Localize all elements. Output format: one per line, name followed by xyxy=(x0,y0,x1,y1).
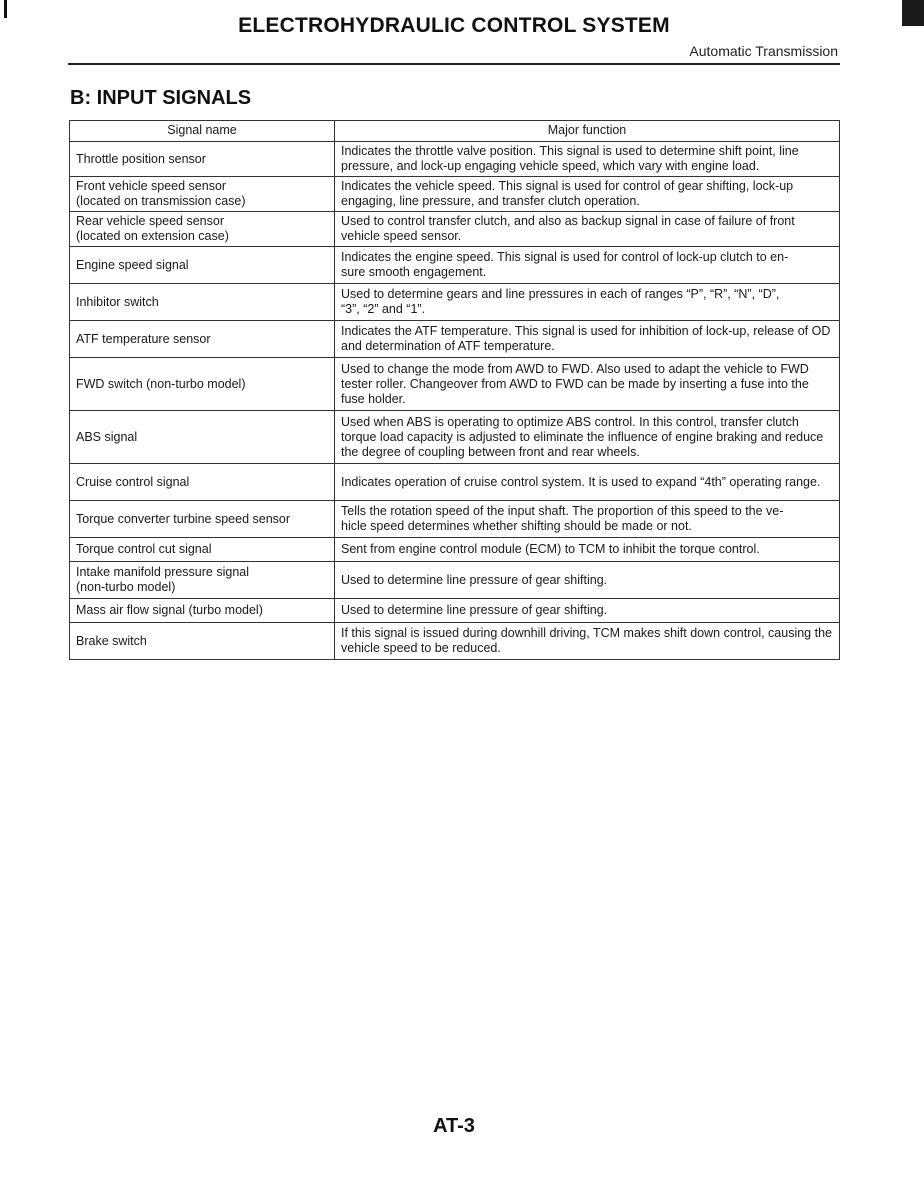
table-row xyxy=(70,358,840,411)
section-heading: B: INPUT SIGNALS xyxy=(70,87,252,109)
signal-name-cell: Inhibitor switch xyxy=(70,284,335,321)
signal-name-cell: Front vehicle speed sensor (located on transmission case) xyxy=(70,177,335,212)
table-row xyxy=(70,247,840,284)
signal-name-cell: Rear vehicle speed sensor (located on extension case) xyxy=(70,212,335,247)
major-function-cell: Used to determine line pressure of gear shifting. xyxy=(335,599,840,623)
signal-name-cell: FWD switch (non-turbo model) xyxy=(70,358,335,411)
signal-name-cell: Intake manifold pressure signal (non-turbo model) xyxy=(70,562,335,599)
column-header-signal-name: Signal name xyxy=(70,121,335,142)
signal-name-cell: Brake switch xyxy=(70,623,335,660)
signal-name-cell: Torque control cut signal xyxy=(70,538,335,562)
table-row xyxy=(70,142,840,177)
signal-name-cell: Throttle position sensor xyxy=(70,142,335,177)
table-row xyxy=(70,623,840,660)
column-header-major-function: Major function xyxy=(335,121,840,142)
major-function-cell: Used to determine gears and line pressures in each of ranges “P”, “R”, “N”, “D”, “3”, “2” and “1”. xyxy=(335,284,840,321)
major-function-cell: Indicates operation of cruise control system. It is used to expand “4th” operating range. xyxy=(335,464,840,501)
table-row xyxy=(70,562,840,599)
major-function-cell: Indicates the vehicle speed. This signal is used for control of gear shifting, lock-up engaging, line pressure, and transfer clutch operation. xyxy=(335,177,840,212)
signal-name-cell: Mass air flow signal (turbo model) xyxy=(70,599,335,623)
major-function-cell: Indicates the throttle valve position. This signal is used to determine shift point, line pressure, and lock-up engaging vehicle speed, which vary with engine load. xyxy=(335,142,840,177)
table-row xyxy=(70,411,840,464)
major-function-cell: Used to determine line pressure of gear shifting. xyxy=(335,562,840,599)
table-row xyxy=(70,177,840,212)
major-function-cell: Used to control transfer clutch, and also as backup signal in case of failure of front vehicle speed sensor. xyxy=(335,212,840,247)
table-row xyxy=(70,501,840,538)
major-function-cell: Sent from engine control module (ECM) to TCM to inhibit the torque control. xyxy=(335,538,840,562)
signal-name-cell: ABS signal xyxy=(70,411,335,464)
table-row xyxy=(70,284,840,321)
page-number: AT-3 xyxy=(433,1115,475,1137)
signal-name-cell: Torque converter turbine speed sensor xyxy=(70,501,335,538)
signal-name-cell: ATF temperature sensor xyxy=(70,321,335,358)
major-function-cell: Tells the rotation speed of the input shaft. The proportion of this speed to the ve- hicle speed determines whether shifting should be made or not. xyxy=(335,501,840,538)
major-function-cell: If this signal is issued during downhill driving, TCM makes shift down control, causing the vehicle speed to be reduced. xyxy=(335,623,840,660)
table-row xyxy=(70,464,840,501)
major-function-cell: Indicates the ATF temperature. This signal is used for inhibition of lock-up, release of OD and determination of ATF temperature. xyxy=(335,321,840,358)
signal-name-cell: Engine speed signal xyxy=(70,247,335,284)
major-function-cell: Indicates the engine speed. This signal is used for control of lock-up clutch to en- sure smooth engagement. xyxy=(335,247,840,284)
input-signals-table xyxy=(69,120,840,660)
table-header-row xyxy=(70,121,840,142)
page-subtitle: Automatic Transmission xyxy=(689,43,838,59)
table-row xyxy=(70,538,840,562)
table-row xyxy=(70,321,840,358)
page-title: ELECTROHYDRAULIC CONTROL SYSTEM xyxy=(238,14,670,37)
table-body xyxy=(70,142,840,660)
major-function-cell: Used when ABS is operating to optimize ABS control. In this control, transfer clutch torque load capacity is adjusted to eliminate the influence of engine braking and reduce the degree of coupling between front and rear wheels. xyxy=(335,411,840,464)
table-row xyxy=(70,599,840,623)
major-function-cell: Used to change the mode from AWD to FWD. Also used to adapt the vehicle to FWD tester roller. Changeover from AWD to FWD can be made by inserting a fuse into the fuse holder. xyxy=(335,358,840,411)
signal-name-cell: Cruise control signal xyxy=(70,464,335,501)
table-row xyxy=(70,212,840,247)
header-divider xyxy=(68,63,840,65)
